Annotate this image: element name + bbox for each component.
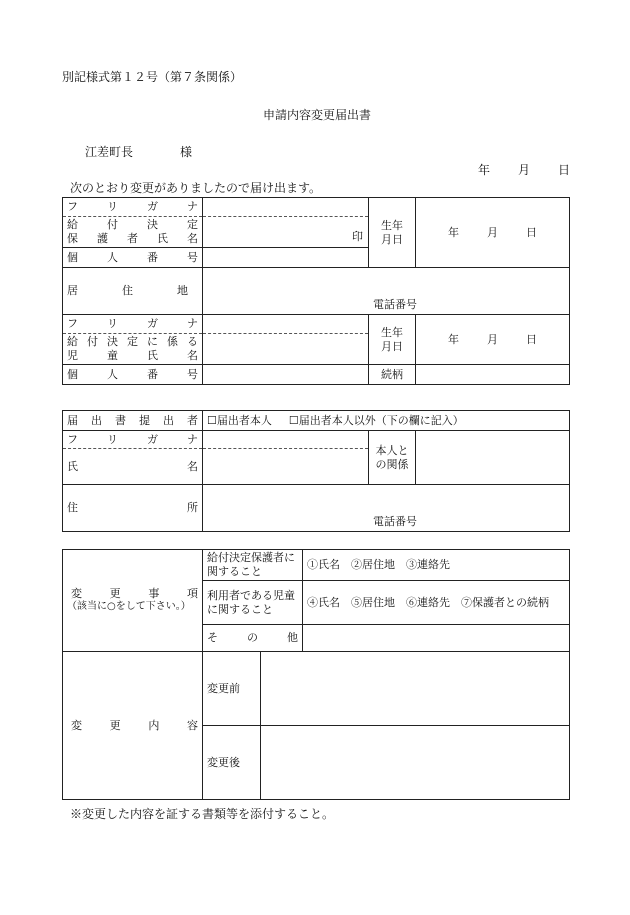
submitter-label: 届 出 書 提 出 者 <box>63 411 203 431</box>
child-name-label: 給 付 決 定 に 係 る 児 童 氏 名 <box>63 334 203 365</box>
birthdate-field[interactable]: 年 月 日 <box>416 198 570 268</box>
recipient-honorific: 様 <box>180 145 193 159</box>
after-label: 変更後 <box>203 726 261 800</box>
submitter-address-field[interactable] <box>203 485 570 532</box>
applicant-table <box>62 197 570 385</box>
option-other[interactable]: ☐届出者本人以外（下の欄に記入） <box>288 413 464 427</box>
seal-mark: 印 <box>352 230 363 244</box>
relation-label: 続柄 <box>369 365 416 385</box>
child-birthdate-label: 生年 月日 <box>369 315 416 365</box>
relation-field[interactable] <box>416 365 570 385</box>
child-name-field[interactable] <box>203 334 369 365</box>
before-label: 変更前 <box>203 652 261 726</box>
individual-number-label: 個 人 番 号 <box>63 248 203 268</box>
submitter-relation-label: 本人と の関係 <box>369 431 416 485</box>
submitter-name-field[interactable] <box>203 449 369 485</box>
intro-text: 次のとおり変更がありましたので届け出ます。 <box>70 181 322 195</box>
child-individual-number-label: 個 人 番 号 <box>63 365 203 385</box>
submitter-phone-label: 電話番号 <box>373 515 417 529</box>
submitter-furigana-label: フ リ ガ ナ <box>63 431 203 449</box>
address-field[interactable] <box>203 268 570 315</box>
row1-label: 給付決定保護者に関すること <box>203 550 303 581</box>
date-day: 日 <box>558 163 571 177</box>
child-individual-number-field[interactable] <box>203 365 369 385</box>
change-items-label: 変 更 事 項 （該当に○をして下さい。） <box>63 550 203 652</box>
furigana-label: フ リ ガ ナ <box>63 198 203 217</box>
row2-options[interactable]: ④氏名 ⑤居住地 ⑥連絡先 ⑦保護者との続柄 <box>303 581 570 625</box>
footer-note: ※変更した内容を証する書類等を添付すること。 <box>70 807 335 821</box>
address-label: 居 住 地 <box>63 268 203 315</box>
guardian-name-field[interactable] <box>203 217 369 248</box>
child-birthdate-field[interactable]: 年 月 日 <box>416 315 570 365</box>
furigana-field[interactable] <box>203 198 369 217</box>
after-field[interactable] <box>261 726 570 800</box>
document-title: 申請内容変更届出書 <box>263 108 372 122</box>
submission-date <box>478 164 570 176</box>
child-furigana-label: フ リ ガ ナ <box>63 315 203 334</box>
submitter-relation-field[interactable] <box>416 431 570 485</box>
submitter-options <box>203 411 570 431</box>
change-table <box>62 549 570 800</box>
before-field[interactable] <box>261 652 570 726</box>
phone-label: 電話番号 <box>373 298 417 312</box>
submitter-furigana-field[interactable] <box>203 431 369 449</box>
change-content-label: 変 更 内 容 <box>63 652 203 800</box>
date-month: 月 <box>518 163 531 177</box>
row3-field[interactable] <box>303 625 570 652</box>
row2-label: 利用者である児童に関すること <box>203 581 303 625</box>
recipient: 江差町長 <box>85 145 134 159</box>
row3-label: そ の 他 <box>203 625 303 652</box>
row1-options[interactable]: ①氏名 ②居住地 ③連絡先 <box>303 550 570 581</box>
submitter-address-label: 住 所 <box>63 485 203 532</box>
child-furigana-field[interactable] <box>203 315 369 334</box>
individual-number-field[interactable] <box>203 248 369 268</box>
birthdate-label: 生年 月日 <box>369 198 416 268</box>
submitter-name-label: 氏 名 <box>63 449 203 485</box>
submitter-table <box>62 410 570 532</box>
date-year: 年 <box>478 163 491 177</box>
option-self[interactable]: ☐届出者本人 <box>207 413 272 427</box>
form-number: 別記様式第１２号（第７条関係） <box>62 70 243 84</box>
guardian-name-label: 給 付 決 定 保 護 者 氏 名 <box>63 217 203 248</box>
